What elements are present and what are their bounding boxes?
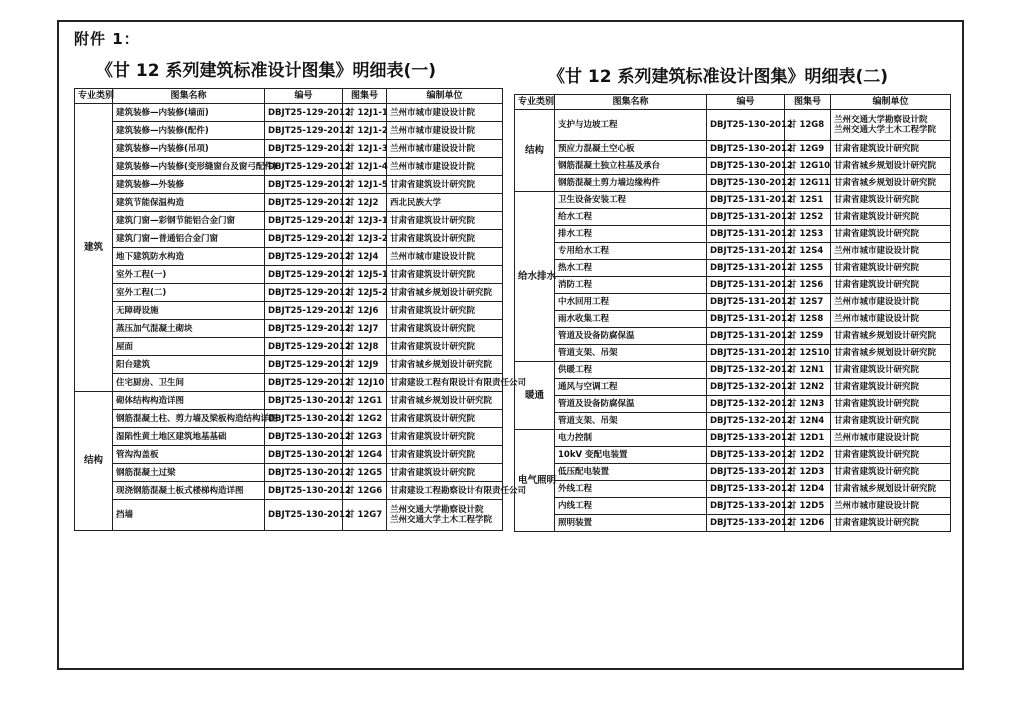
org-cell: 甘肃省建筑设计研究院: [831, 515, 951, 532]
org-cell: 兰州市城市建设设计院: [387, 140, 503, 158]
atlas-number-cell: 甘 12D6: [785, 515, 831, 532]
atlas-name-cell: 10kV 变配电装置: [555, 447, 707, 464]
table-row: [75, 320, 503, 338]
code-cell: DBJT25-131-2012: [707, 226, 785, 243]
category-cell: 暖通: [515, 362, 555, 430]
code-cell: DBJT25-133-2012: [707, 498, 785, 515]
org-cell: 甘肃省建筑设计研究院: [831, 141, 951, 158]
table-row: [515, 379, 951, 396]
atlas-number-cell: 甘 12N2: [785, 379, 831, 396]
code-cell: DBJT25-129-2012: [265, 104, 343, 122]
atlas-number-cell: 甘 12N3: [785, 396, 831, 413]
atlas-name-cell: 钢筋混凝土剪力墙边缘构件: [555, 175, 707, 192]
table-row: [515, 430, 951, 447]
org-cell: [831, 110, 951, 141]
table-row: [75, 194, 503, 212]
header-code: 编号: [265, 89, 343, 104]
category-cell: 建筑: [75, 104, 113, 392]
attachment-label: 附件 1：: [74, 30, 140, 48]
org-cell: 兰州市城市建设设计院: [831, 430, 951, 447]
atlas-name-cell: 阳台建筑: [113, 356, 265, 374]
atlas-number-cell: 甘 12J8: [343, 338, 387, 356]
atlas-number-cell: 甘 12S7: [785, 294, 831, 311]
code-cell: DBJT25-131-2012: [707, 243, 785, 260]
atlas-name-cell: 挡墙: [113, 500, 265, 531]
org-cell: 甘肃省城乡规划设计研究院: [387, 356, 503, 374]
atlas-name-cell: 建筑装修—内装修(吊项): [113, 140, 265, 158]
org-cell: 甘肃省城乡规划设计研究院: [387, 284, 503, 302]
table-row: [75, 212, 503, 230]
atlas-number-cell: 甘 12J1-3: [343, 140, 387, 158]
atlas-name-cell: 建筑装修—外装修: [113, 176, 265, 194]
atlas-number-cell: 甘 12G7: [343, 500, 387, 531]
table-row: [515, 328, 951, 345]
table-row: [515, 192, 951, 209]
atlas-number-cell: 甘 12S3: [785, 226, 831, 243]
atlas-number-cell: 甘 12J5-1: [343, 266, 387, 284]
org-cell: 甘肃建设工程有限设计有限责任公司: [387, 374, 503, 392]
atlas-name-cell: 钢筋混凝土独立柱基及承台: [555, 158, 707, 175]
atlas-number-cell: 甘 12S6: [785, 277, 831, 294]
code-cell: DBJT25-129-2012: [265, 302, 343, 320]
atlas-number-cell: 甘 12G2: [343, 410, 387, 428]
code-cell: DBJT25-130-2012: [265, 446, 343, 464]
atlas-name-cell: 湿陷性黄土地区建筑地基基础: [113, 428, 265, 446]
atlas-name-cell: 地下建筑防水构造: [113, 248, 265, 266]
table-row: [75, 176, 503, 194]
table-row: [515, 345, 951, 362]
atlas-name-cell: 低压配电装置: [555, 464, 707, 481]
code-cell: DBJT25-129-2012: [265, 374, 343, 392]
table-row: [75, 464, 503, 482]
atlas-number-cell: 甘 12G3: [343, 428, 387, 446]
table-row: [75, 104, 503, 122]
code-cell: DBJT25-129-2012: [265, 122, 343, 140]
atlas-name-cell: 住宅厨房、卫生间: [113, 374, 265, 392]
table-row: [515, 110, 951, 141]
org-cell: 兰州市城市建设设计院: [387, 104, 503, 122]
org-cell: 甘肃省城乡规划设计研究院: [831, 328, 951, 345]
right-catalog-table: [514, 94, 951, 532]
org-cell: 甘肃省建筑设计研究院: [387, 266, 503, 284]
org-cell: 甘肃省建筑设计研究院: [387, 176, 503, 194]
atlas-number-cell: 甘 12J4: [343, 248, 387, 266]
atlas-name-cell: 现浇钢筋混凝土板式楼梯构造详图: [113, 482, 265, 500]
atlas-name-cell: 建筑装修—内装修(配件): [113, 122, 265, 140]
table-row: [515, 481, 951, 498]
atlas-number-cell: 甘 12J6: [343, 302, 387, 320]
code-cell: DBJT25-129-2012: [265, 284, 343, 302]
code-cell: DBJT25-131-2012: [707, 311, 785, 328]
table-row: [515, 260, 951, 277]
code-cell: DBJT25-129-2012: [265, 158, 343, 176]
atlas-name-cell: 蒸压加气混凝土砌块: [113, 320, 265, 338]
atlas-name-cell: 照明装置: [555, 515, 707, 532]
table-row: [515, 277, 951, 294]
atlas-number-cell: 甘 12D3: [785, 464, 831, 481]
atlas-number-cell: 甘 12S8: [785, 311, 831, 328]
atlas-number-cell: 甘 12S10: [785, 345, 831, 362]
code-cell: DBJT25-129-2012: [265, 176, 343, 194]
atlas-number-cell: 甘 12N4: [785, 413, 831, 430]
org-cell: 甘肃省建筑设计研究院: [831, 209, 951, 226]
org-cell: 兰州市城市建设设计院: [831, 243, 951, 260]
header-code: 编号: [707, 95, 785, 110]
table-row: [75, 356, 503, 374]
atlas-name-cell: 钢筋混凝土过梁: [113, 464, 265, 482]
table-row: [75, 158, 503, 176]
header-category: 专业类别: [75, 89, 113, 104]
atlas-name-cell: 电力控制: [555, 430, 707, 447]
org-cell: 甘肃省建筑设计研究院: [387, 302, 503, 320]
code-cell: DBJT25-132-2012: [707, 413, 785, 430]
atlas-name-cell: 中水回用工程: [555, 294, 707, 311]
org-cell: 甘肃省城乡规划设计研究院: [831, 481, 951, 498]
atlas-number-cell: 甘 12J3-1: [343, 212, 387, 230]
header-org: 编制单位: [831, 95, 951, 110]
atlas-name-cell: 管道及设备防腐保温: [555, 328, 707, 345]
org-cell: 甘肃省建筑设计研究院: [387, 464, 503, 482]
table-row: [75, 284, 503, 302]
org-cell: 甘肃省建筑设计研究院: [387, 320, 503, 338]
code-cell: DBJT25-130-2012: [707, 175, 785, 192]
atlas-name-cell: 屋面: [113, 338, 265, 356]
atlas-name-cell: 钢筋混凝土柱、剪力墙及梁板构造结构详图: [113, 410, 265, 428]
atlas-name-cell: 热水工程: [555, 260, 707, 277]
table-row: [75, 482, 503, 500]
code-cell: DBJT25-133-2012: [707, 464, 785, 481]
org-cell: 甘肃省建筑设计研究院: [387, 338, 503, 356]
table-row: [515, 515, 951, 532]
atlas-name-cell: 建筑门窗—彩钢节能铝合金门窗: [113, 212, 265, 230]
org-cell: [387, 500, 503, 531]
atlas-name-cell: 内线工程: [555, 498, 707, 515]
code-cell: DBJT25-133-2012: [707, 515, 785, 532]
code-cell: DBJT25-131-2012: [707, 328, 785, 345]
atlas-number-cell: 甘 12J9: [343, 356, 387, 374]
atlas-number-cell: 甘 12J1-1: [343, 104, 387, 122]
atlas-name-cell: 卫生设备安装工程: [555, 192, 707, 209]
atlas-name-cell: 雨水收集工程: [555, 311, 707, 328]
atlas-number-cell: 甘 12J2: [343, 194, 387, 212]
header-org: 编制单位: [387, 89, 503, 104]
category-cell: 给水排水: [515, 192, 555, 362]
code-cell: DBJT25-133-2012: [707, 481, 785, 498]
atlas-number-cell: 甘 12D5: [785, 498, 831, 515]
atlas-name-cell: 专用给水工程: [555, 243, 707, 260]
org-cell: 甘肃省建筑设计研究院: [387, 410, 503, 428]
table-row: [75, 122, 503, 140]
org-cell: 甘肃省建筑设计研究院: [831, 447, 951, 464]
table-row: [515, 464, 951, 481]
atlas-name-cell: 室外工程(二): [113, 284, 265, 302]
table-row: [75, 392, 503, 410]
org-cell: 兰州市城市建设设计院: [387, 158, 503, 176]
atlas-number-cell: 甘 12J5-2: [343, 284, 387, 302]
atlas-name-cell: 砌体结构构造详图: [113, 392, 265, 410]
table-row: [515, 498, 951, 515]
table-row: [75, 230, 503, 248]
code-cell: DBJT25-130-2012: [265, 482, 343, 500]
org-cell: 甘肃省建筑设计研究院: [831, 260, 951, 277]
org-line: 兰州交通大学土木工程学院: [834, 125, 937, 135]
code-cell: DBJT25-131-2012: [707, 294, 785, 311]
code-cell: DBJT25-133-2012: [707, 447, 785, 464]
atlas-name-cell: 无障碍设施: [113, 302, 265, 320]
org-cell: 兰州市城市建设设计院: [387, 248, 503, 266]
atlas-name-cell: 建筑装修—内装修(墙面): [113, 104, 265, 122]
table-row: [75, 266, 503, 284]
table-row: [515, 226, 951, 243]
org-cell: 甘肃省城乡规划设计研究院: [831, 345, 951, 362]
table-row: [75, 410, 503, 428]
atlas-name-cell: 供暖工程: [555, 362, 707, 379]
header-category: 专业类别: [515, 95, 555, 110]
code-cell: DBJT25-130-2012: [265, 410, 343, 428]
table-row: [515, 396, 951, 413]
org-cell: 兰州市城市建设设计院: [387, 122, 503, 140]
org-cell: 甘肃省建筑设计研究院: [831, 379, 951, 396]
atlas-name-cell: 给水工程: [555, 209, 707, 226]
header-atlas: 图集号: [785, 95, 831, 110]
table-row: [515, 362, 951, 379]
org-cell: 兰州市城市建设设计院: [831, 311, 951, 328]
code-cell: DBJT25-133-2012: [707, 430, 785, 447]
atlas-name-cell: 消防工程: [555, 277, 707, 294]
code-cell: DBJT25-129-2012: [265, 194, 343, 212]
table-row: [515, 141, 951, 158]
code-cell: DBJT25-131-2012: [707, 209, 785, 226]
code-cell: DBJT25-129-2012: [265, 320, 343, 338]
atlas-name-cell: 排水工程: [555, 226, 707, 243]
table-row: [515, 447, 951, 464]
atlas-number-cell: 甘 12J7: [343, 320, 387, 338]
category-cell: 结构: [515, 110, 555, 192]
atlas-number-cell: 甘 12N1: [785, 362, 831, 379]
org-cell: 甘肃省建筑设计研究院: [831, 413, 951, 430]
atlas-number-cell: 甘 12G4: [343, 446, 387, 464]
atlas-number-cell: 甘 12G1: [343, 392, 387, 410]
atlas-number-cell: 甘 12S5: [785, 260, 831, 277]
table-row: [75, 140, 503, 158]
left-table-title: 《甘 12 系列建筑标准设计图集》明细表(一): [96, 61, 437, 81]
org-cell: 甘肃省城乡规划设计研究院: [831, 175, 951, 192]
atlas-number-cell: 甘 12G10: [785, 158, 831, 175]
org-cell: 甘肃省建筑设计研究院: [387, 230, 503, 248]
code-cell: DBJT25-132-2012: [707, 362, 785, 379]
code-cell: DBJT25-129-2012: [265, 266, 343, 284]
org-cell: 西北民族大学: [387, 194, 503, 212]
atlas-number-cell: 甘 12J1-4: [343, 158, 387, 176]
code-cell: DBJT25-130-2012: [265, 500, 343, 531]
code-cell: DBJT25-129-2012: [265, 248, 343, 266]
atlas-number-cell: 甘 12S1: [785, 192, 831, 209]
table-row: [75, 446, 503, 464]
atlas-name-cell: 建筑门窗—普通铝合金门窗: [113, 230, 265, 248]
atlas-name-cell: 建筑节能保温构造: [113, 194, 265, 212]
table-row: [75, 338, 503, 356]
org-line: 兰州交通大学勘察设计院: [390, 505, 484, 515]
category-cell: 电气照明: [515, 430, 555, 532]
atlas-number-cell: 甘 12J1-2: [343, 122, 387, 140]
atlas-number-cell: 甘 12J1-5: [343, 176, 387, 194]
header-name: 图集名称: [555, 95, 707, 110]
header-name: 图集名称: [113, 89, 265, 104]
table-row: [515, 413, 951, 430]
atlas-number-cell: 甘 12G6: [343, 482, 387, 500]
atlas-number-cell: 甘 12G9: [785, 141, 831, 158]
table-row: [75, 302, 503, 320]
table-row: [515, 158, 951, 175]
atlas-number-cell: 甘 12J3-2: [343, 230, 387, 248]
code-cell: DBJT25-131-2012: [707, 260, 785, 277]
org-cell: 甘肃省建筑设计研究院: [831, 192, 951, 209]
org-cell: 兰州市城市建设设计院: [831, 294, 951, 311]
table-row: [75, 500, 503, 531]
atlas-name-cell: 支护与边坡工程: [555, 110, 707, 141]
right-table-title: 《甘 12 系列建筑标准设计图集》明细表(二): [548, 67, 889, 87]
code-cell: DBJT25-129-2012: [265, 338, 343, 356]
table-header-row: [75, 89, 503, 104]
code-cell: DBJT25-131-2012: [707, 345, 785, 362]
table-row: [515, 311, 951, 328]
atlas-number-cell: 甘 12J10: [343, 374, 387, 392]
org-cell: 甘肃省建筑设计研究院: [831, 396, 951, 413]
org-line: 兰州交通大学勘察设计院: [834, 115, 928, 125]
code-cell: DBJT25-130-2012: [265, 392, 343, 410]
org-line: 兰州交通大学土木工程学院: [390, 515, 493, 525]
atlas-name-cell: 管道及设备防腐保温: [555, 396, 707, 413]
atlas-number-cell: 甘 12D2: [785, 447, 831, 464]
atlas-number-cell: 甘 12G11: [785, 175, 831, 192]
table-row: [515, 294, 951, 311]
left-catalog-table: [74, 88, 527, 531]
atlas-name-cell: 预应力混凝土空心板: [555, 141, 707, 158]
atlas-name-cell: 管道支架、吊架: [555, 345, 707, 362]
category-cell: 结构: [75, 392, 113, 531]
code-cell: DBJT25-129-2012: [265, 230, 343, 248]
org-cell: 兰州市城市建设设计院: [831, 498, 951, 515]
org-cell: 甘肃省建筑设计研究院: [831, 464, 951, 481]
atlas-number-cell: 甘 12D4: [785, 481, 831, 498]
code-cell: DBJT25-129-2012: [265, 140, 343, 158]
atlas-name-cell: 建筑装修—内装修(变形缝窗台及窗弓配件): [113, 158, 265, 176]
org-cell: 甘肃省建筑设计研究院: [831, 362, 951, 379]
atlas-number-cell: 甘 12S9: [785, 328, 831, 345]
atlas-number-cell: 甘 12D1: [785, 430, 831, 447]
atlas-number-cell: 甘 12S4: [785, 243, 831, 260]
table-row: [515, 175, 951, 192]
code-cell: DBJT25-130-2012: [707, 158, 785, 175]
table-row: [515, 243, 951, 260]
org-cell: 甘肃省建筑设计研究院: [831, 277, 951, 294]
org-cell: 甘肃省建筑设计研究院: [387, 446, 503, 464]
code-cell: DBJT25-130-2012: [707, 141, 785, 158]
atlas-name-cell: 外线工程: [555, 481, 707, 498]
header-atlas: 图集号: [343, 89, 387, 104]
table-row: [515, 209, 951, 226]
code-cell: DBJT25-130-2012: [707, 110, 785, 141]
code-cell: DBJT25-129-2012: [265, 356, 343, 374]
org-cell: 甘肃省建筑设计研究院: [387, 428, 503, 446]
org-cell: 甘肃省建筑设计研究院: [831, 226, 951, 243]
code-cell: DBJT25-131-2012: [707, 192, 785, 209]
atlas-name-cell: 通风与空调工程: [555, 379, 707, 396]
org-cell: 甘肃建设工程勘察设计有限责任公司: [387, 482, 503, 500]
atlas-number-cell: 甘 12G8: [785, 110, 831, 141]
table-row: [75, 428, 503, 446]
atlas-name-cell: 管道支架、吊架: [555, 413, 707, 430]
table-header-row: [515, 95, 951, 110]
table-row: [75, 374, 503, 392]
atlas-name-cell: 室外工程(一): [113, 266, 265, 284]
code-cell: DBJT25-131-2012: [707, 277, 785, 294]
code-cell: DBJT25-130-2012: [265, 464, 343, 482]
code-cell: DBJT25-129-2012: [265, 212, 343, 230]
org-cell: 甘肃省建筑设计研究院: [387, 212, 503, 230]
code-cell: DBJT25-132-2012: [707, 379, 785, 396]
org-cell: 甘肃省城乡规划设计研究院: [387, 392, 503, 410]
code-cell: DBJT25-130-2012: [265, 428, 343, 446]
table-row: [75, 248, 503, 266]
atlas-number-cell: 甘 12G5: [343, 464, 387, 482]
code-cell: DBJT25-132-2012: [707, 396, 785, 413]
atlas-name-cell: 管沟沟盖板: [113, 446, 265, 464]
atlas-number-cell: 甘 12S2: [785, 209, 831, 226]
org-cell: 甘肃省城乡规划设计研究院: [831, 158, 951, 175]
